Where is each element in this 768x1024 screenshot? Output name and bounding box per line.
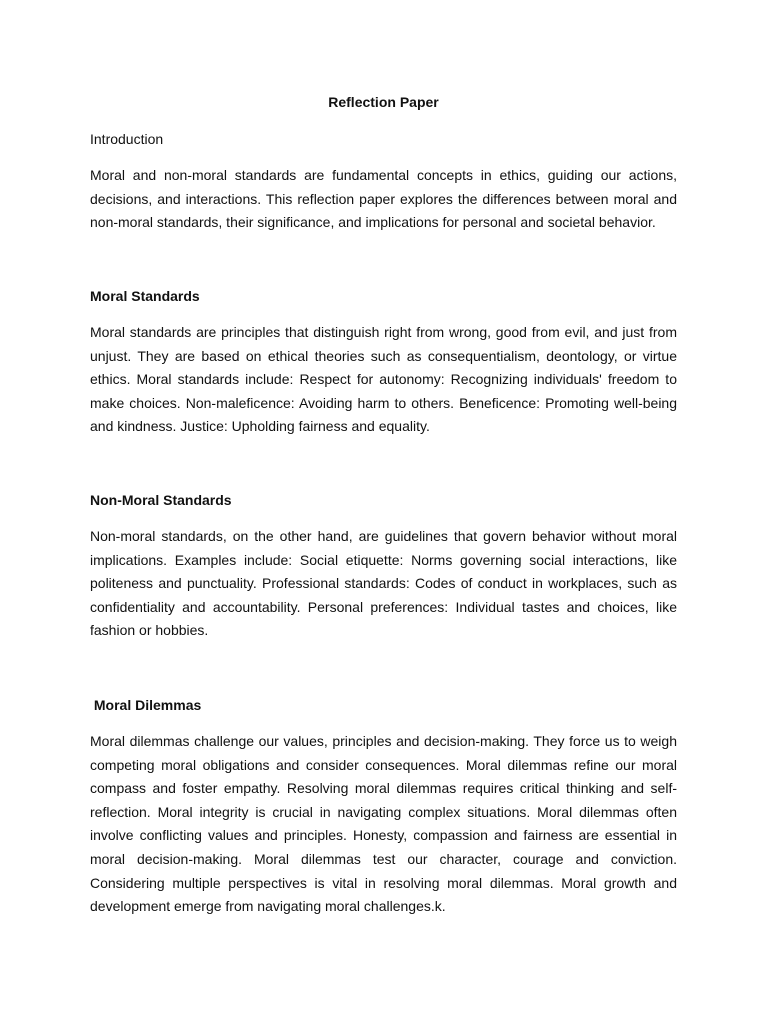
document-title: Reflection Paper <box>328 94 439 110</box>
document-page <box>90 0 677 1024</box>
moral-standards-heading: Moral Standards <box>90 288 200 304</box>
moral-dilemmas-heading: Moral Dilemmas <box>90 697 202 713</box>
non-moral-standards-paragraph: Non-moral standards, on the other hand, are guidelines that govern behavior without moral implications. Examples include: Social etiquette: Norms governing social interactions, like politeness and punctuality. Professional standards: Codes of conduct in workplaces, such as confidentiality and accountability. Personal preferences: Individual tastes and choices, like fashion or hobbies. <box>90 528 677 639</box>
non-moral-standards-heading: Non-Moral Standards <box>90 492 232 508</box>
moral-dilemmas-paragraph: Moral dilemmas challenge our values, principles and decision-making. They force us to weigh competing moral obligations and consider consequences. Moral dilemmas refine our moral compass and foster empathy. Resolving moral dilemmas requires critical thinking and self-reflection. Moral integrity is crucial in navigating complex situations. Moral dilemmas often involve conflicting values and principles. Honesty, compassion and fairness are essential in moral decision-making. Moral dilemmas test our character, courage and conviction. Considering multiple perspectives is vital in resolving moral dilemmas. Moral growth and development emerge from navigating moral challenges.k. <box>90 733 677 915</box>
introduction-label: Introduction <box>90 131 164 147</box>
moral-standards-paragraph: Moral standards are principles that distinguish right from wrong, good from evil, and just from unjust. They are based on ethical theories such as consequentialism, deontology, or virtue ethics. Moral standards include: Respect for autonomy: Recognizing individuals' freedom to make choices. Non-maleficence: Avoiding harm to others. Beneficence: Promoting well-being and kindness. Justice: Upholding fairness and equality. <box>90 324 677 435</box>
introduction-paragraph: Moral and non-moral standards are fundamental concepts in ethics, guiding our actions, decisions, and interactions. This reflection paper explores the differences between moral and non-moral standards, their significance, and implications for personal and societal behavior. <box>90 167 677 231</box>
